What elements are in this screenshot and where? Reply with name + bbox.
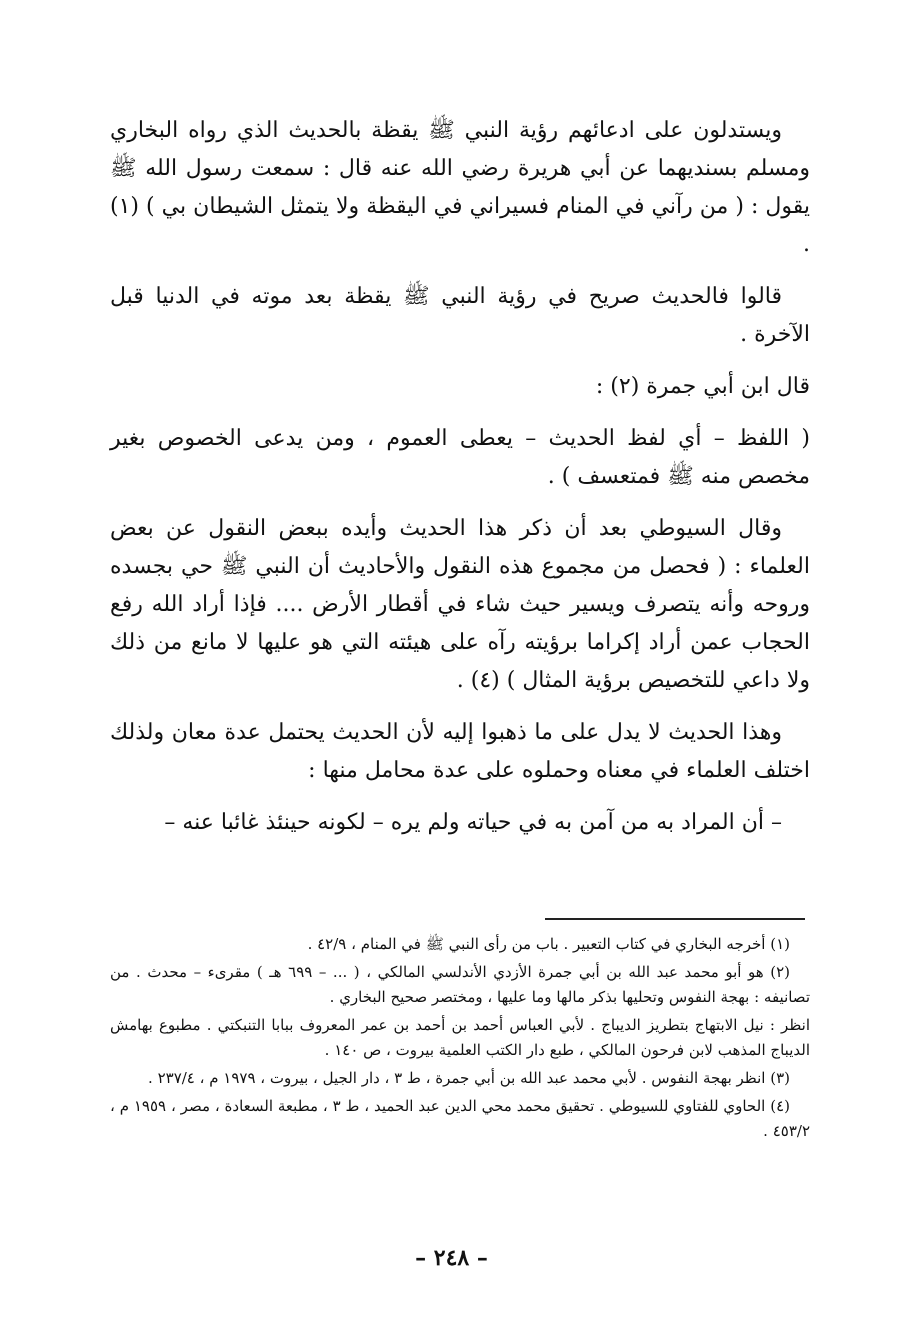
paragraph-2: قالوا فالحديث صريح في رؤية النبي ﷺ يقظة بعد موته في الدنيا قبل الآخرة . [110, 284, 810, 347]
paragraph-4: ( اللفظ – أي لفظ الحديث – يعطى العموم ، ومن يدعى الخصوص بغير مخصص منه ﷺ فمتعسف ) . [110, 426, 810, 489]
footnote-3: (٣) انظر بهجة النفوس . لأبي محمد عبد الله بن أبي جمرة ، ط ٣ ، دار الجيل ، بيروت ، ١٩٧٩ م ، ٢٣٧/٤ . [148, 1069, 790, 1087]
footnotes [110, 932, 810, 1147]
footnote-2: (٢) هو أبو محمد عبد الله بن أبي جمرة الأزدي الأندلسي المالكي ، ( ... – ٦٩٩ هـ ) مقرىء – محدث . من تصانيفه : بهجة النفوس وتحليها بذكر مالها وما عليها ، ومختصر صحيح البخاري . [110, 963, 810, 1006]
paragraph-1: ويستدلون على ادعائهم رؤية النبي ﷺ يقظة بالحديث الذي رواه البخاري ومسلم بسنديهما عن أبي هريرة رضي الله عنه قال : سمعت رسول الله ﷺ يقول : ( من رآني في المنام فسيراني في اليقظة ولا يتمثل الشيطان بي ) (١) . [110, 118, 811, 257]
footnote-4: (٤) الحاوي للفتاوي للسيوطي . تحقيق محمد محي الدين عبد الحميد ، ط ٣ ، مطبعة السعادة ، مصر ، ١٩٥٩ م ، ٤٥٣/٢ . [110, 1097, 810, 1140]
page-number: – ٢٤٨ – [415, 1245, 488, 1271]
footnote-1: (١) أخرجه البخاري في كتاب التعبير . باب من رأى النبي ﷺ في المنام ، ٤٢/٩ . [307, 935, 790, 953]
paragraph-7: – أن المراد به من آمن به في حياته ولم يره – لكونه حينئذ غائبا عنه – [164, 810, 782, 835]
paragraph-5: وقال السيوطي بعد أن ذكر هذا الحديث وأيده ببعض النقول عن بعض العلماء : ( فحصل من مجموع هذه النقول والأحاديث أن النبي ﷺ حي بجسده وروحه وأنه يتصرف ويسير حيث شاء في أقطار الأرض .... فإذا أراد الله رفع الحجاب عمن أراد إكراما برؤيته رآه على هيئته التي هو عليها لا مانع من ذلك ولا داعي للتخصيص برؤية المثال ) (٤) . [110, 516, 810, 693]
paragraph-3: قال ابن أبي جمرة (٢) : [595, 374, 810, 399]
main-text [110, 112, 810, 856]
footnote-separator [545, 918, 805, 920]
paragraph-6: وهذا الحديث لا يدل على ما ذهبوا إليه لأن الحديث يحتمل عدة معان ولذلك اختلف العلماء في معناه وحملوه على عدة محامل منها : [110, 720, 810, 783]
footnote-2-continued: انظر : نيل الابتهاج بتطريز الديباج . لأبي العباس أحمد بن أحمد بن عمر المعروف ببابا التنبكتي . مطبوع بهامش الديباج المذهب لابن فرحون المالكي ، طبع دار الكتب العلمية بيروت ، ص ١٤٠ . [110, 1016, 810, 1059]
